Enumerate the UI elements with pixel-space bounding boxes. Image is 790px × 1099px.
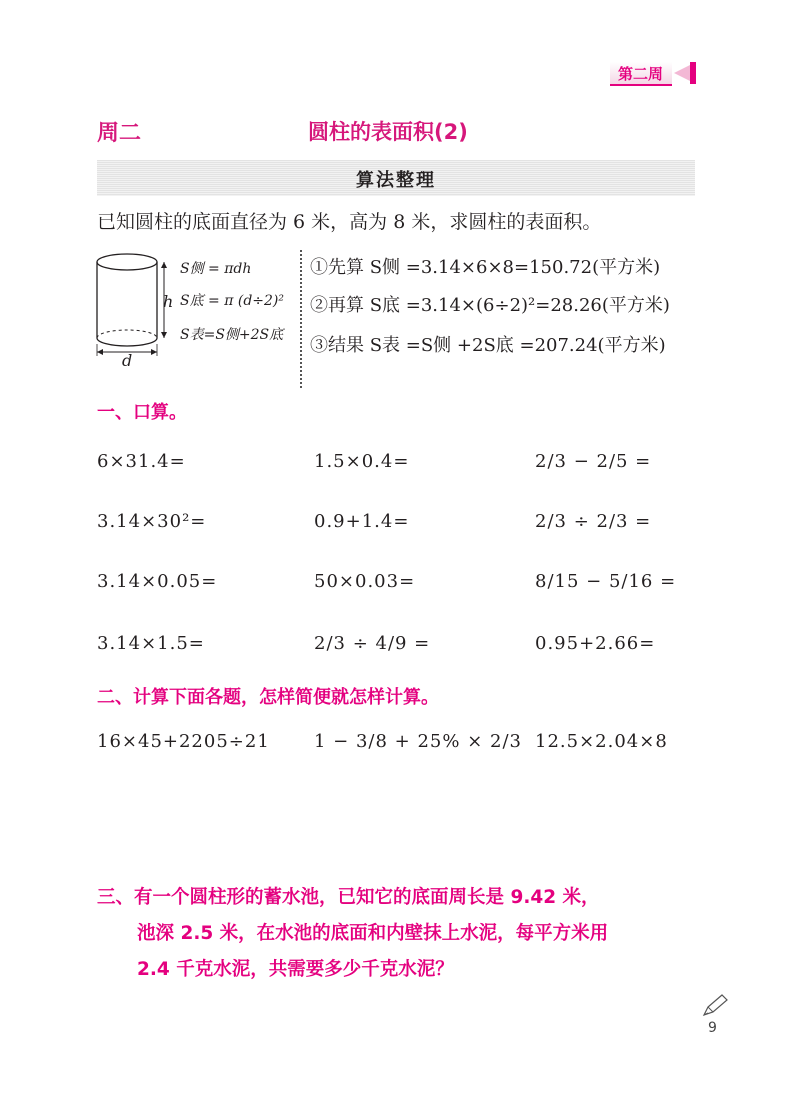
section-band [97,160,695,196]
step-3: ③结果 S表 =S侧 +2S底 =207.24(平方米) [310,335,666,356]
page-number: 9 [708,1020,717,1036]
day-label: 周二 [97,121,142,146]
calc-r3c3: 8/15 − 5/16 = [535,571,677,592]
example-problem: 已知圆柱的底面直径为 6 米，高为 8 米，求圆柱的表面积。 [97,211,602,233]
dotted-divider [300,250,302,388]
formula-total: S表=S侧+2S底 [180,327,284,343]
word-problem [97,880,697,988]
word-problem-line1: 三、有一个圆柱形的蓄水池，已知它的底面周长是 9.42 米， [97,887,600,908]
part1-heading: 一、口算。 [97,402,187,423]
height-label: h [163,292,174,311]
step-1: ①先算 S侧 =3.14×6×8=150.72(平方米) [310,257,661,278]
pencil-icon [700,993,730,1019]
word-problem-line2: 池深 2.5 米，在水池的底面和内壁抹上水泥，每平方米用 [137,923,609,944]
formula-side: S侧 = πdh [180,261,252,277]
calc-r4c1: 3.14×1.5= [97,633,205,654]
calc-r1c2: 1.5×0.4= [314,451,410,472]
section-title: 算法整理 [356,170,436,191]
calc-r1c3: 2/3 − 2/5 = [535,451,652,472]
diameter-label: d [122,351,133,370]
week-tab [610,62,696,84]
calc-r2c3: 2/3 ÷ 2/3 = [535,511,652,532]
week-tab-label: 第二周 [618,65,664,83]
calc-r3c2: 50×0.03= [314,571,416,592]
calc-r4c2: 2/3 ÷ 4/9 = [314,633,431,654]
lesson-title: 圆柱的表面积(2) [308,120,468,144]
calc-r1c1: 6×31.4= [97,451,186,472]
calc-r2c1: 3.14×30²= [97,511,207,532]
calc-p2c2: 1 − 3/8 + 25% × 2/3 [314,731,522,752]
step-2: ②再算 S底 =3.14×(6÷2)²=28.26(平方米) [310,295,670,316]
part2-heading: 二、计算下面各题，怎样简便就怎样计算。 [97,687,439,708]
calc-r2c2: 0.9+1.4= [314,511,410,532]
calc-p2c3: 12.5×2.04×8 [535,731,668,752]
calc-r4c3: 0.95+2.66= [535,633,656,654]
calc-p2c1: 16×45+2205÷21 [97,731,270,752]
calc-r3c1: 3.14×0.05= [97,571,218,592]
word-problem-line3: 2.4 千克水泥，共需要多少千克水泥？ [137,959,454,980]
cylinder-figure [92,250,292,370]
formula-base: S底 = π (d÷2)² [180,293,285,309]
tab-arrow-icon [670,62,696,86]
